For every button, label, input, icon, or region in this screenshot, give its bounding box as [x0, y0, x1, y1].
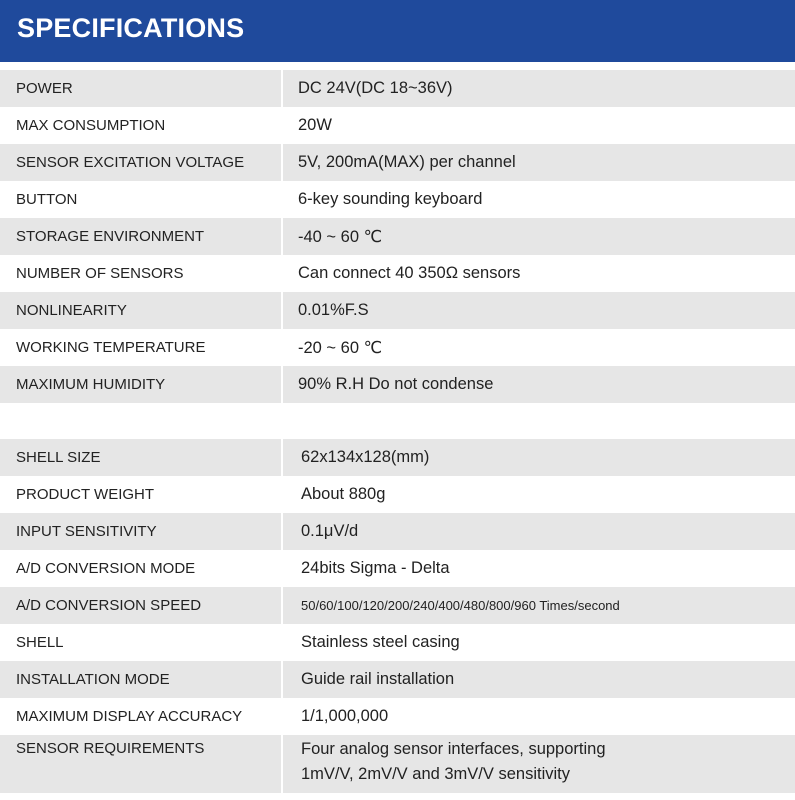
spec-value: 62x134x128(mm) [283, 439, 795, 476]
spec-label: A/D CONVERSION SPEED [0, 587, 281, 624]
spec-label: NONLINEARITY [0, 292, 281, 329]
table-row [0, 476, 795, 513]
spec-value: 1/1,000,000 [283, 698, 795, 735]
table-row [0, 329, 795, 366]
spec-value [283, 735, 795, 793]
spec-value: 24bits Sigma - Delta [283, 550, 795, 587]
spec-value: 6-key sounding keyboard [283, 181, 795, 218]
spec-label: STORAGE ENVIRONMENT [0, 218, 281, 255]
table-row [0, 513, 795, 550]
spec-label: WORKING TEMPERATURE [0, 329, 281, 366]
page-title: SPECIFICATIONS [17, 13, 245, 43]
spec-value: Stainless steel casing [283, 624, 795, 661]
table-row [0, 439, 795, 476]
specifications-table-2 [0, 439, 795, 793]
table-row [0, 107, 795, 144]
spec-value: Guide rail installation [283, 661, 795, 698]
specifications-table-1 [0, 70, 795, 403]
table-row [0, 366, 795, 403]
spec-value-line-2: 1mV/V, 2mV/V and 3mV/V sensitivity [301, 765, 571, 783]
spec-value-line-1: Four analog sensor interfaces, supporting [301, 740, 606, 758]
table-row [0, 661, 795, 698]
spec-value: 5V, 200mA(MAX) per channel [283, 144, 795, 181]
spec-value: 0.01%F.S [283, 292, 795, 329]
spec-value: 90% R.H Do not condense [283, 366, 795, 403]
spec-value: -20 ~ 60 ℃ [283, 329, 795, 366]
spec-value: Can connect 40 350Ω sensors [283, 255, 795, 292]
spec-label: MAXIMUM DISPLAY ACCURACY [0, 698, 281, 735]
table-row [0, 587, 795, 624]
spec-value: 50/60/100/120/200/240/400/480/800/960 Times/second [283, 587, 795, 624]
table-row [0, 218, 795, 255]
spec-value: About 880g [283, 476, 795, 513]
specifications-header [0, 0, 795, 62]
spec-value: -40 ~ 60 ℃ [283, 218, 795, 255]
table-row [0, 70, 795, 107]
spec-value: 20W [283, 107, 795, 144]
table-row [0, 624, 795, 661]
spec-value: 0.1μV/d [283, 513, 795, 550]
spec-label: SENSOR EXCITATION VOLTAGE [0, 144, 281, 181]
table-row [0, 292, 795, 329]
table-row [0, 181, 795, 218]
spec-label: SHELL SIZE [0, 439, 281, 476]
spec-label: BUTTON [0, 181, 281, 218]
spec-label: NUMBER OF SENSORS [0, 255, 281, 292]
table-row [0, 550, 795, 587]
spec-value: DC 24V(DC 18~36V) [283, 70, 795, 107]
table-row [0, 144, 795, 181]
table-row [0, 735, 795, 793]
spec-label: PRODUCT WEIGHT [0, 476, 281, 513]
spec-label: MAXIMUM HUMIDITY [0, 366, 281, 403]
spec-label: POWER [0, 70, 281, 107]
spec-label: MAX CONSUMPTION [0, 107, 281, 144]
table-row [0, 698, 795, 735]
spec-label: INSTALLATION MODE [0, 661, 281, 698]
spec-label: SHELL [0, 624, 281, 661]
spec-label: INPUT SENSITIVITY [0, 513, 281, 550]
spec-label: SENSOR REQUIREMENTS [0, 735, 281, 793]
table-row [0, 255, 795, 292]
spec-label: A/D CONVERSION MODE [0, 550, 281, 587]
